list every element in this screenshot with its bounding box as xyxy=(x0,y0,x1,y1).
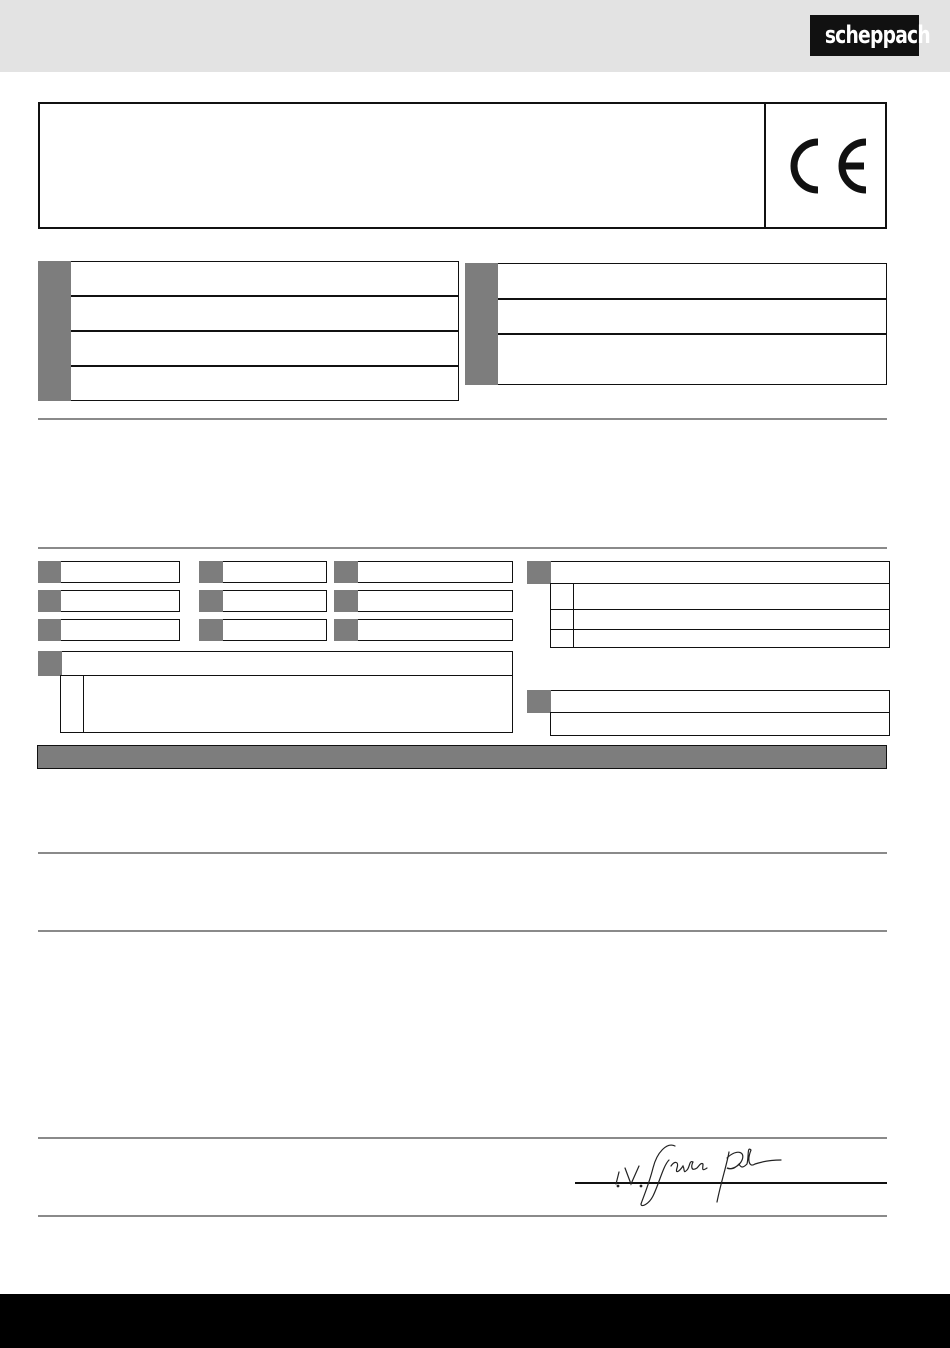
directive-subrow xyxy=(60,675,513,733)
marker-square xyxy=(527,561,551,584)
marker-square xyxy=(199,590,223,612)
declaration-title-box xyxy=(38,102,887,229)
directive-cell-wide xyxy=(38,651,513,676)
directive-cell xyxy=(334,590,513,612)
info-row-left-2 xyxy=(38,296,459,331)
marker-square xyxy=(199,619,223,641)
marker-square xyxy=(465,334,498,385)
directive-cell xyxy=(334,561,513,583)
info-row-left-1 xyxy=(38,261,459,296)
footer-bar xyxy=(0,1294,950,1348)
marker-square xyxy=(334,590,358,612)
directive-cell xyxy=(334,619,513,641)
marker-square xyxy=(465,299,498,334)
marker-square xyxy=(38,561,61,583)
brand-logo xyxy=(810,15,930,56)
directive-subrow xyxy=(550,609,890,630)
marker-square xyxy=(465,263,498,299)
marker-square xyxy=(334,619,358,641)
header-bar xyxy=(0,0,950,72)
directive-subrow xyxy=(550,583,890,610)
directive-subrow-marker xyxy=(550,629,574,648)
marker-square xyxy=(38,296,71,331)
directive-subrow-marker xyxy=(550,583,574,610)
standards-band xyxy=(37,745,887,769)
marker-square xyxy=(38,366,71,401)
directive-cell-wide xyxy=(527,561,890,584)
info-row-right-2 xyxy=(465,299,887,334)
handwritten-signature xyxy=(605,1138,805,1210)
marker-square xyxy=(38,331,71,366)
info-row-right-3 xyxy=(465,334,887,385)
divider-6 xyxy=(38,1215,887,1217)
marker-square xyxy=(527,690,551,713)
directive-subrow-marker xyxy=(60,675,84,733)
marker-square xyxy=(38,651,62,676)
marker-square xyxy=(334,561,358,583)
marker-square xyxy=(38,619,61,641)
title-box-divider xyxy=(764,102,766,229)
brand-logo-text: scheppach xyxy=(824,21,930,49)
info-row-left-3 xyxy=(38,331,459,366)
info-row-right-1 xyxy=(465,263,887,299)
directive-cell-wide xyxy=(527,690,890,713)
marker-square xyxy=(38,590,61,612)
divider-4 xyxy=(38,930,887,932)
divider-3 xyxy=(38,852,887,854)
ce-mark-icon xyxy=(780,136,874,196)
info-row-left-4 xyxy=(38,366,459,401)
directive-subrow-marker xyxy=(550,609,574,630)
directive-subrow xyxy=(550,712,890,736)
marker-square xyxy=(38,261,71,296)
directive-subrow xyxy=(550,629,890,648)
divider-2 xyxy=(38,547,887,549)
marker-square xyxy=(199,561,223,583)
divider-1 xyxy=(38,418,887,420)
